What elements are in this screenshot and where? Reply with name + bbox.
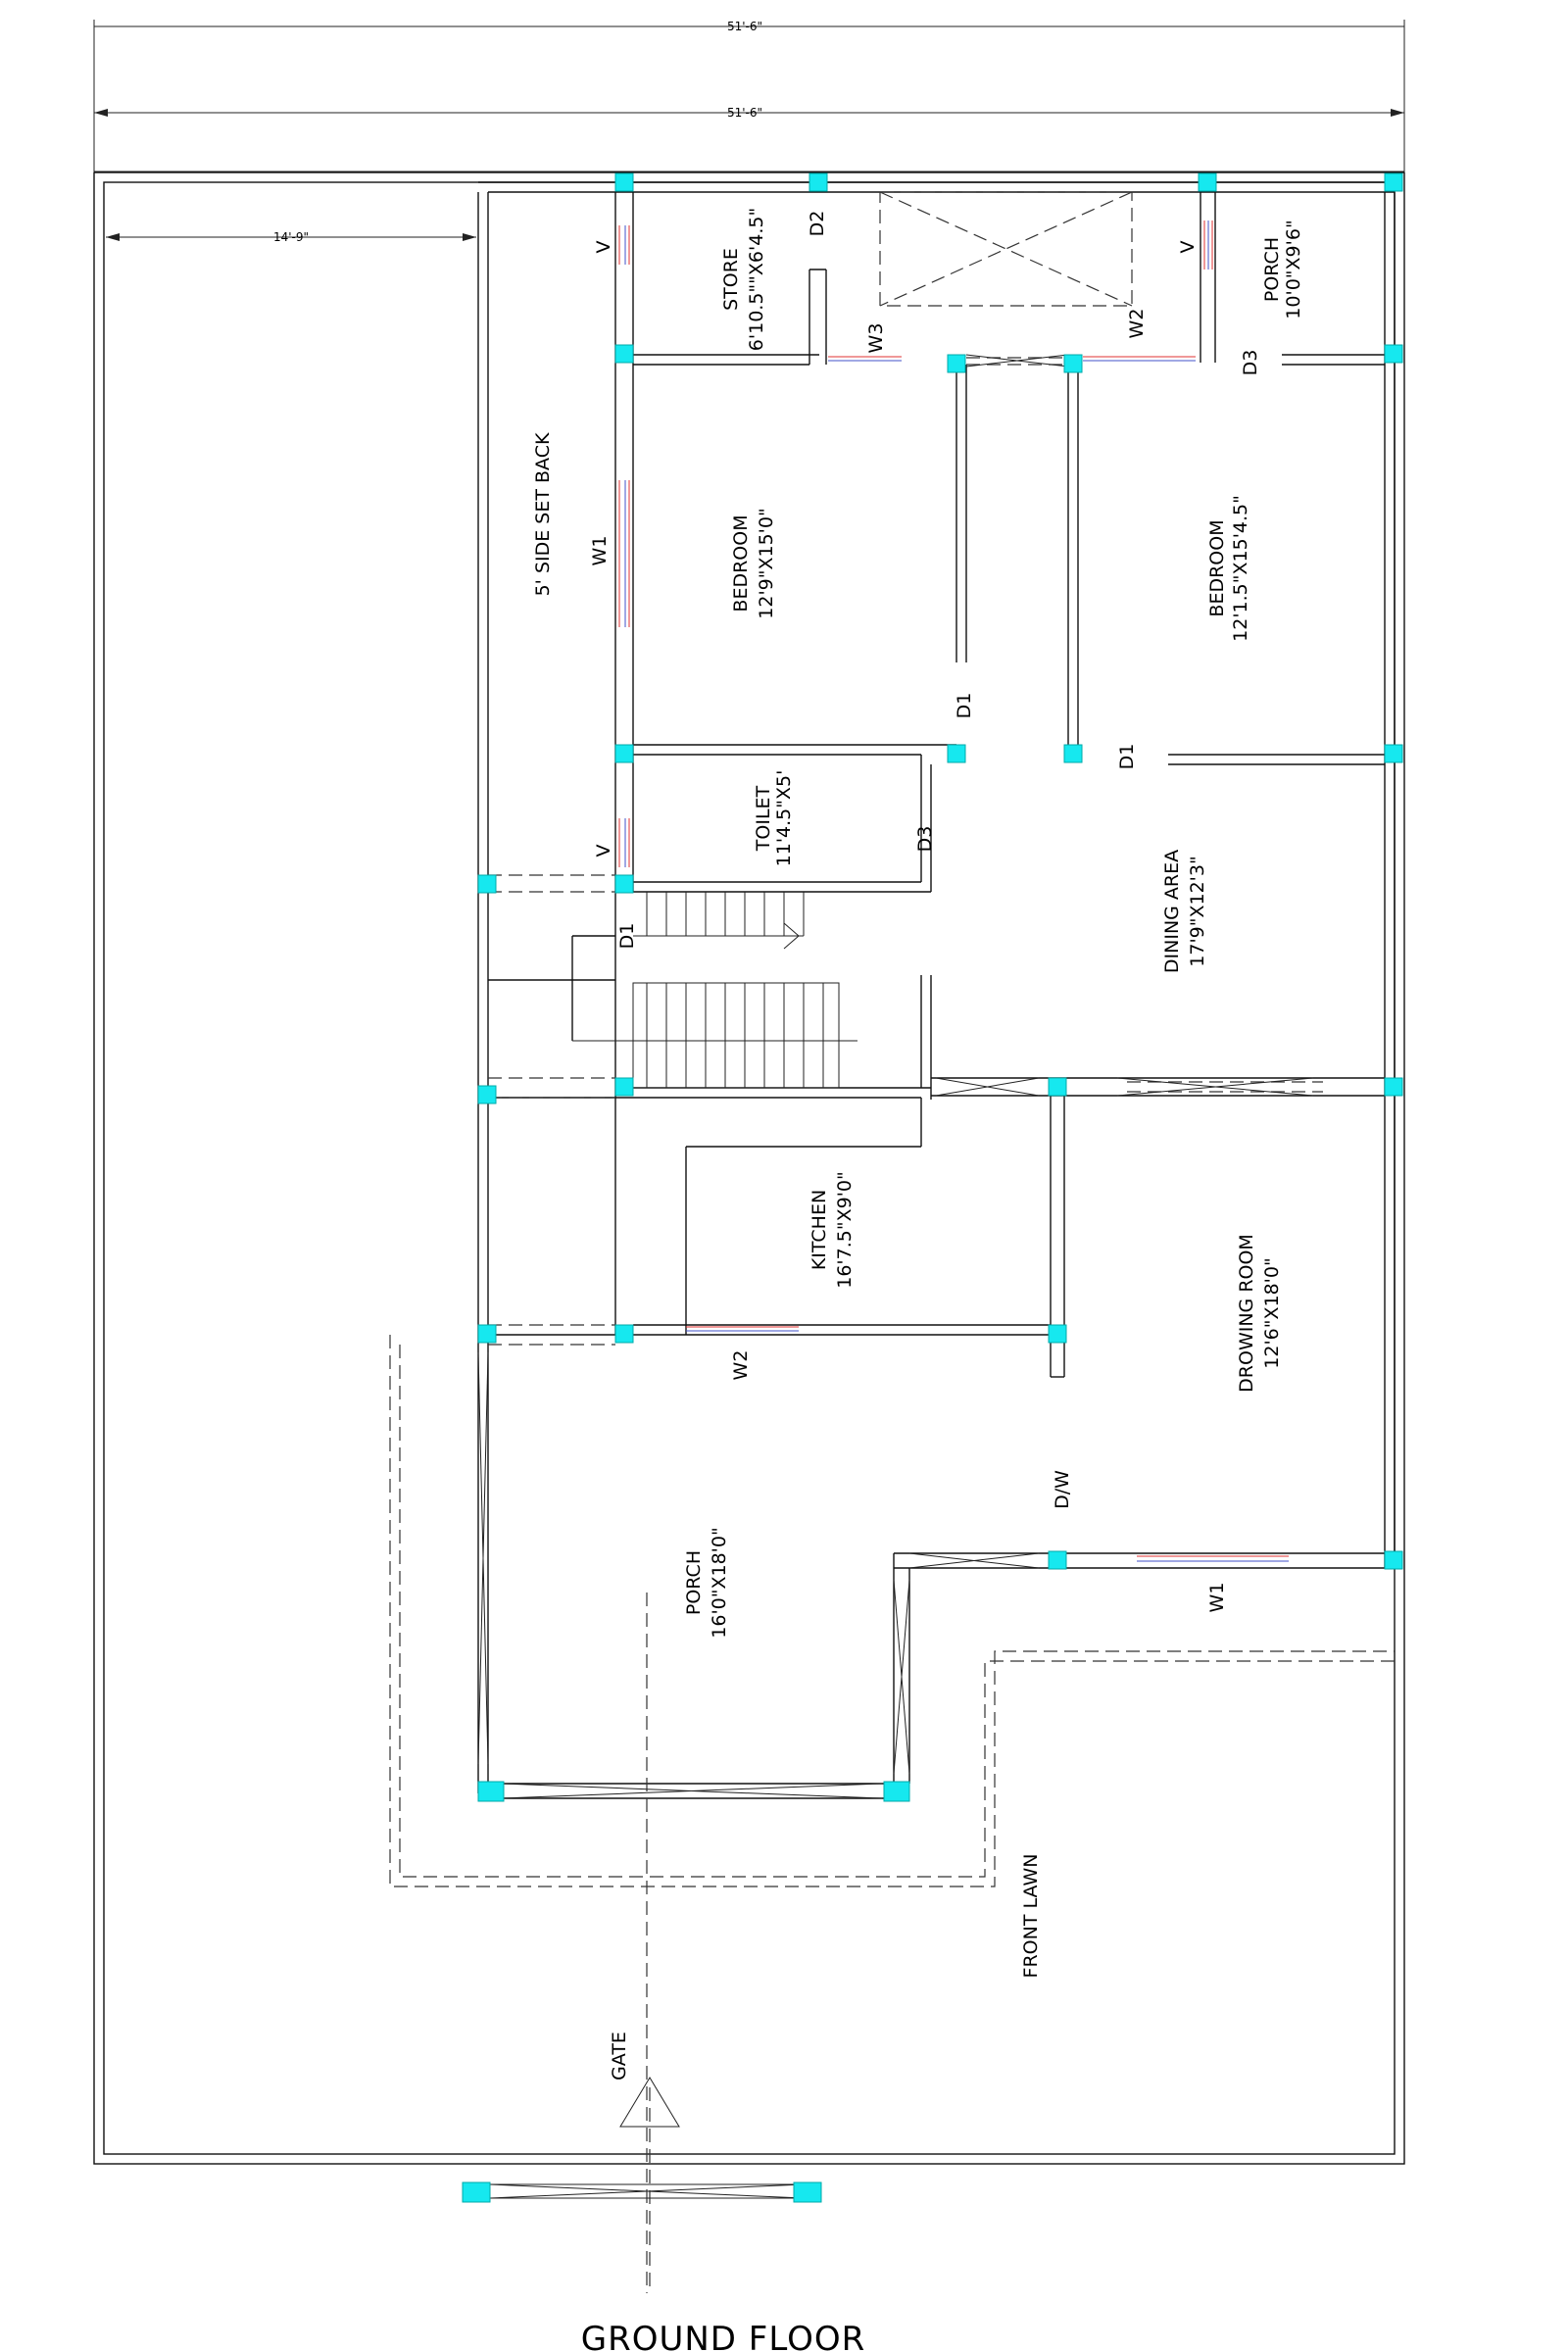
store-size: 6'10.5""X6'4.5": [746, 207, 767, 352]
opening-w2-kitchen: W2: [730, 1349, 752, 1381]
dining-label: DINING AREA: [1161, 849, 1183, 974]
bedroom-1-label: BEDROOM: [730, 514, 752, 612]
columns: [463, 173, 1402, 2202]
opening-w2-store: W2: [1126, 308, 1148, 339]
opening-d3-porch: D3: [1240, 349, 1261, 376]
side-setback-label: 5' SIDE SET BACK: [532, 432, 554, 597]
opening-v-store: V: [593, 240, 614, 254]
opening-v-toilet: V: [593, 844, 614, 858]
kitchen-label: KITCHEN: [808, 1189, 830, 1271]
opening-w1-bedroom: W1: [589, 535, 611, 566]
bedroom-2-label: BEDROOM: [1206, 519, 1228, 617]
bedroom-1-size: 12'9"X15'0": [756, 508, 777, 619]
opening-d3-toilet: D3: [914, 825, 936, 853]
porch-back-size: 10'0"X9'6": [1283, 220, 1304, 319]
gate-label: GATE: [609, 2032, 630, 2081]
dining-size: 17'9"X12'3": [1187, 856, 1208, 967]
opening-d1-stair: D1: [616, 922, 638, 950]
store-label: STORE: [720, 248, 742, 311]
opening-w3: W3: [865, 322, 887, 354]
opening-dw: D/W: [1052, 1470, 1073, 1509]
drawing-room-label: DROWING ROOM: [1236, 1234, 1257, 1393]
toilet-size: 11'4.5"X5': [773, 769, 795, 867]
opening-d1-bedroom-2: D1: [1116, 743, 1138, 770]
opening-w1-drawing: W1: [1206, 1582, 1228, 1613]
dimension-top-outer: 51'-6": [726, 20, 763, 33]
dimension-top-inner: 51'-6": [726, 106, 763, 120]
opening-d2: D2: [807, 210, 828, 237]
door-markers: [478, 355, 1313, 2198]
porch-front-label: PORCH: [683, 1549, 705, 1616]
porch-back-label: PORCH: [1261, 236, 1283, 303]
porch-front-size: 16'0"X18'0": [709, 1527, 730, 1639]
toilet-label: TOILET: [753, 785, 774, 852]
opening-v-porch: V: [1177, 240, 1199, 254]
opening-d1-bedroom-1: D1: [954, 692, 975, 719]
dimension-left-strip: 14'-9": [272, 230, 310, 244]
drawing-room-size: 12'6"X18'0": [1261, 1257, 1283, 1369]
plan-title: GROUND FLOOR: [580, 2320, 866, 2352]
front-lawn-label: FRONT LAWN: [1020, 1853, 1042, 1979]
kitchen-size: 16'7.5"X9'0": [834, 1171, 856, 1289]
bedroom-2-size: 12'1.5"X15'4.5": [1230, 495, 1251, 642]
site-boundary: [94, 172, 1404, 2164]
